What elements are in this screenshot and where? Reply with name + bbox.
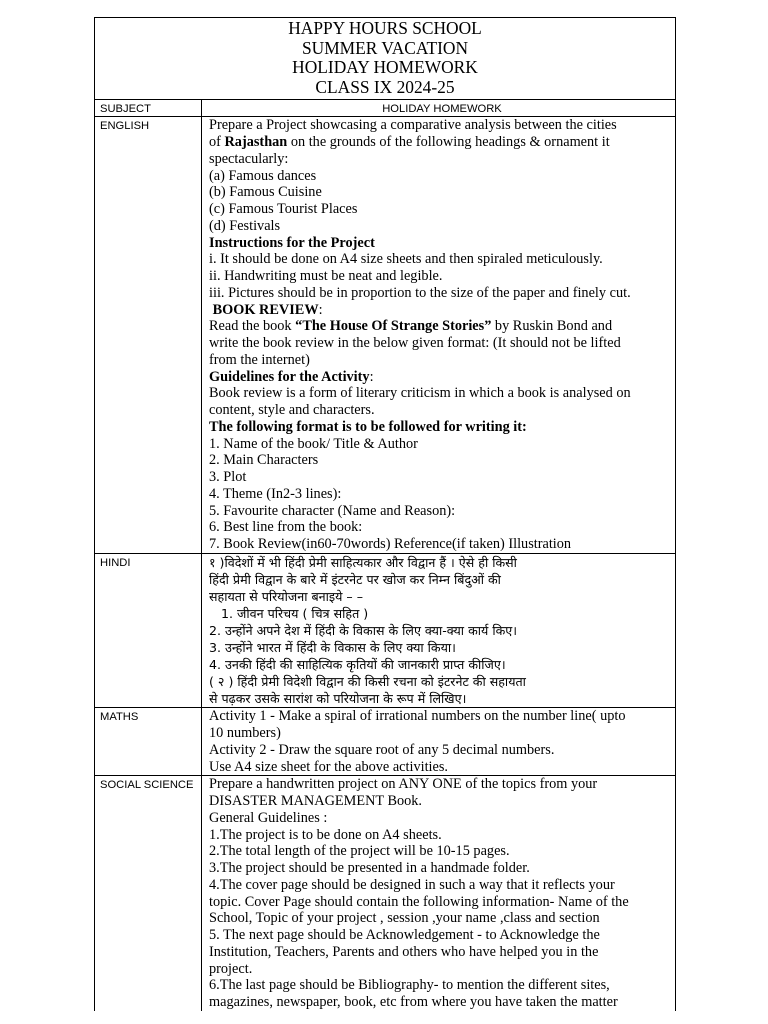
list-item: 6.The last page should be Bibliography- to mention the different sites, <box>209 977 610 994</box>
list-item: 2.The total length of the project will be 10-15 pages. <box>209 843 510 860</box>
list-item: (b) Famous Cuisine <box>209 184 322 201</box>
subject-maths: MATHS <box>95 708 202 775</box>
text-line: spectacularly: <box>209 150 289 167</box>
hindi-row <box>95 554 675 708</box>
list-item: 3.The project should be presented in a handmade folder. <box>209 860 530 877</box>
class-title: CLASS IX 2024-25 <box>315 76 455 97</box>
list-item: 1.The project is to be done on A4 sheets. <box>209 826 442 843</box>
text-line: General Guidelines : <box>209 809 328 826</box>
maths-row <box>95 708 675 776</box>
social-science-homework <box>202 776 675 1011</box>
subject-column-header: SUBJECT <box>95 100 202 116</box>
list-item: 2. Main Characters <box>209 452 319 469</box>
text-line: Book review is a form of literary criticism in which a book is analysed on <box>209 385 631 402</box>
text-line: Prepare a handwritten project on ANY ONE of the topics from your <box>209 776 598 793</box>
bold-text: Rajasthan <box>224 134 288 151</box>
subject-hindi: HINDI <box>95 554 202 707</box>
text-line: हिंदी प्रेमी विद्वान के बारे में इंटरनेट पर खोज कर निम्न बिंदुओं की <box>209 571 501 587</box>
list-item: 1. Name of the book/ Title & Author <box>209 435 418 452</box>
text-line: १ )विदेशों में भी हिंदी प्रेमी साहित्यकार और विद्वान हैं । ऐसे ही किसी <box>209 554 517 570</box>
homework-title: HOLIDAY HOMEWORK <box>292 57 478 78</box>
document-header <box>95 18 675 100</box>
subject-english: ENGLISH <box>95 117 202 553</box>
list-item: (a) Famous dances <box>209 167 317 184</box>
list-item: iii. Pictures should be in proportion to the size of the paper and finely cut. <box>209 284 631 301</box>
school-name: HAPPY HOURS SCHOOL <box>288 18 482 38</box>
subject-social-science: SOCIAL SCIENCE <box>95 776 202 1011</box>
text-line: from the internet) <box>209 351 310 368</box>
section-heading: Guidelines for the Activity: <box>209 368 374 385</box>
text-line: topic. Cover Page should contain the following information- Name of the <box>209 893 629 910</box>
section-heading: BOOK REVIEW: <box>212 301 323 318</box>
text-line: Activity 1 - Make a spiral of irrational numbers on the number line( upto <box>209 708 626 725</box>
hindi-homework <box>202 554 675 707</box>
maths-homework <box>202 708 675 775</box>
text-line: Activity 2 - Draw the square root of any 5 decimal numbers. <box>209 741 555 758</box>
text-line: of Rajasthan on the grounds of the following headings & ornament it <box>209 134 610 151</box>
text-line: Institution, Teachers, Parents and others who have helped you in the <box>209 943 599 960</box>
list-item: 4.The cover page should be designed in such a way that it reflects your <box>209 876 615 893</box>
text-line: project. <box>209 960 253 977</box>
text-line: सहायता से परियोजना बनाइये – – <box>209 588 363 604</box>
vacation-title: SUMMER VACATION <box>301 37 469 58</box>
text-line: Read the book “The House Of Strange Stories” by Ruskin Bond and <box>209 318 613 335</box>
text-line: Use A4 size sheet for the above activities. <box>209 758 448 775</box>
list-item: 7. Book Review(in60-70words) Reference(if taken) Illustration <box>209 536 572 553</box>
list-item: 4. उनकी हिंदी की साहित्यिक कृतियों की जानकारी प्राप्त कीजिए। <box>209 657 506 673</box>
list-item: (d) Festivals <box>209 217 281 234</box>
text-line: DISASTER MANAGEMENT Book. <box>209 793 423 810</box>
section-heading: The following format is to be followed for writing it: <box>209 418 527 435</box>
homework-column-header: HOLIDAY HOMEWORK <box>382 103 502 116</box>
list-item: 2. उन्होंने अपने देश में हिंदी के विकास के लिए क्या-क्या कार्य किए। <box>209 623 517 639</box>
text-line: 10 numbers) <box>209 725 281 742</box>
text-line: Prepare a Project showcasing a comparative analysis between the cities <box>209 117 617 134</box>
column-header-row <box>95 100 675 117</box>
text-line: ( २ ) हिंदी प्रेमी विदेशी विद्वान की किसी रचना को इंटरनेट की सहायता <box>209 674 526 690</box>
homework-table <box>94 17 676 1011</box>
book-title: “The House Of Strange Stories” <box>295 318 492 335</box>
list-item: 4. Theme (In2-3 lines): <box>209 485 342 502</box>
list-item: (c) Famous Tourist Places <box>209 201 358 218</box>
list-item: 3. उन्होंने भारत में हिंदी के विकास के लिए क्या किया। <box>209 640 456 656</box>
list-item: 5. Favourite character (Name and Reason): <box>209 502 456 519</box>
list-item: 6. Best line from the book: <box>209 519 363 536</box>
text-line: write the book review in the below given format: (It should not be lifted <box>209 335 621 352</box>
social-science-row <box>95 776 675 1011</box>
list-item: i. It should be done on A4 size sheets and then spiraled meticulously. <box>209 251 603 268</box>
list-item: ii. Handwriting must be neat and legible. <box>209 268 443 285</box>
section-heading: Instructions for the Project <box>209 234 375 251</box>
list-item: 1. जीवन परिचय ( चित्र सहित ) <box>221 606 369 622</box>
list-item: 3. Plot <box>209 469 247 486</box>
text-line: content, style and characters. <box>209 402 375 419</box>
text-line: से पढ़कर उसके सारांश को परियोजना के रूप में लिखिए। <box>209 691 467 707</box>
text-line: School, Topic of your project , session ,your name ,class and section <box>209 910 600 927</box>
list-item: 5. The next page should be Acknowledgement - to Acknowledge the <box>209 927 600 944</box>
text-line: magazines, newspaper, book, etc from where you have taken the matter <box>209 994 618 1011</box>
english-row <box>95 117 675 554</box>
english-homework <box>202 117 675 553</box>
